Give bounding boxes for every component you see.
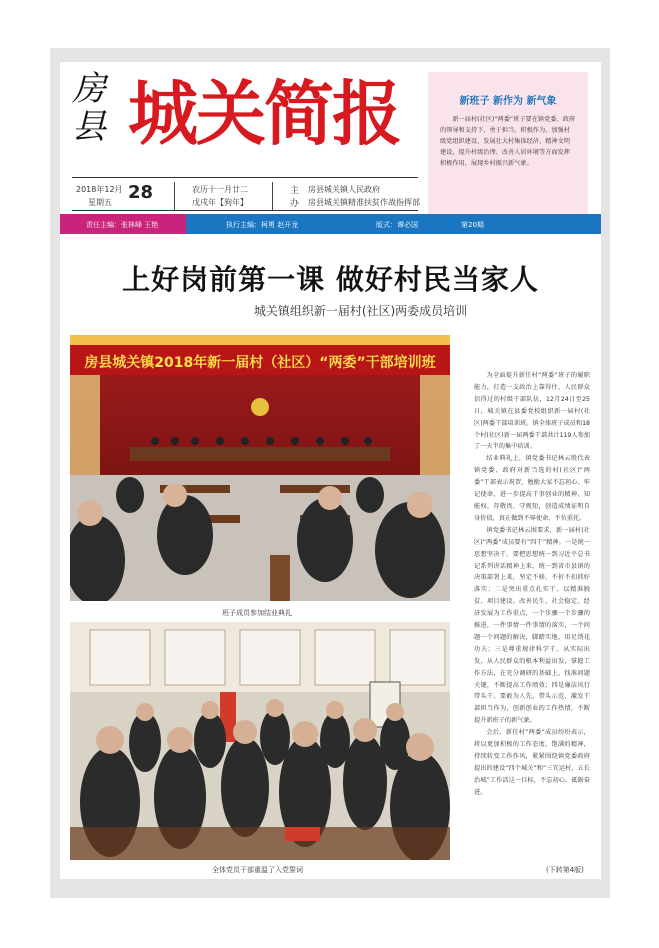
chief-editors: 责任主编：张林峰 王艳 — [60, 214, 186, 234]
divider — [174, 182, 175, 210]
article-paragraph: 结业典礼上，镇党委书记林云胜代表镇党委、政府对新当选的村(社区)“两委”干部表示祝贺，勉励大家不忘初心、牢记使命，进一步提高干事创业的精神、知能权、存敬畏、守规矩，创造成绩证明自身价值，真正做到不辱使命、不负重托。 — [474, 455, 590, 522]
intro-title: 新班子 新作为 新气象 — [459, 96, 557, 107]
article-paragraph: 会后，新任村“两委”成员纷纷表示，将以更加积极的工作态度、饱满的精神，持续转变工作作风，紧紧围绕镇党委政府提出的建设“四个城关”和“三宜运村，五长治城”工作活这一目标，不忘初心，砥砺奋进。 — [474, 729, 590, 796]
weekday: 星期五 — [88, 198, 112, 207]
executive-editors: 执行主编：柯勇 赵开龙 — [226, 221, 299, 229]
article-paragraph: 为全面提升新任村“两委”班子的履职能力，打造一支政治上靠得住、人民群众信得过的村级干部队伍，12月24日至25日，城关镇在县委党校组织新一届村(社区)两委干部培训班。镇全体班子成员和18个村(社区)新一届两委干部共计119人参加了一天半的集中培训。 — [474, 372, 590, 451]
divider — [272, 182, 273, 210]
info-bar — [60, 214, 601, 234]
banner-text: 房县城关镇2018年新一届村（社区）“两委”干部培训班 — [84, 355, 436, 371]
issue-number: 第20期 — [461, 221, 484, 229]
intro-box — [428, 72, 588, 222]
article-paragraph: 镇党委书记林云围要求，新一届村(社区)“两委”成员要有“四干”精神。一是统一思想坚决干。要把思想统一到习近平总书记系列讲话精神上来，统一到省市县镇的决策部署上来，坚定不移，不折不扣抓好落实；二是突出重点扎实干。以精准脱贫、项目建设、改善民生、社会稳定、经济发展为工作重点，一个步骤一个步骤的推进，一件事情一件事情的落实，一个问题一个问题的解决，脚踏实地，用足绣花功夫；三是尊重规律科学干。从实际出发，从人民群众的根本利益出发，掌握工作方法，在充分调研的基础上，找准问题关键，不断提高工作绩效；四是廉洁风行带头干。要敢为人先，带头示范，激发干部担当作为，创新创业的工作热情，不断提升新班子的新气象。 — [474, 526, 590, 725]
county-calligraphy: 房县 — [72, 69, 106, 147]
date-day: 28 — [128, 182, 154, 203]
lunar-date: 农历十一月廿二 — [192, 185, 248, 194]
article-subheadline: 城关镇组织新一届村(社区)两委成员培训 — [253, 304, 468, 318]
masthead-title: 城关简报 — [128, 73, 400, 155]
photo-party-oath-illustration — [70, 622, 450, 860]
newspaper-page — [60, 62, 601, 879]
continued-note: (下转第4版) — [546, 866, 584, 874]
masthead-rule-bottom — [72, 210, 418, 211]
article-headline: 上好岗前第一课 做好村民当家人 — [122, 263, 539, 296]
date-year-month: 2018年12月 — [76, 185, 123, 194]
sponsor-label: 主 — [290, 186, 300, 196]
photo-closing-ceremony — [70, 335, 450, 601]
photo-party-oath — [70, 622, 450, 860]
article-body — [474, 370, 590, 799]
intro-text: 新一届村(社区)“两委”班子要在镇党委、政府的领导和支持下，勇于担当，积极作为，加强村级党组织建设、发展壮大村集体经济、精神文明建设，提升村级治理、改善人居环境等方面发挥积极作用，展现乡村振兴新气象。 — [440, 116, 576, 167]
photo-caption-1: 班子成员参加结业典礼 — [222, 609, 292, 617]
sponsor-label: 办 — [290, 199, 300, 209]
layout-editor: 版式：谭必国 — [376, 221, 418, 229]
photo-closing-ceremony-illustration — [70, 335, 450, 601]
organizer-1: 房县城关镇人民政府 — [308, 185, 380, 194]
info-bar-blue — [186, 214, 601, 234]
masthead-rule-top — [72, 177, 418, 178]
organizer-2: 房县城关镇精准扶贫作战指挥部 — [308, 198, 420, 207]
photo-caption-2: 全体党员干部重温了入党誓词 — [212, 866, 303, 874]
lunar-year: 戊戌年【狗年】 — [192, 198, 248, 207]
